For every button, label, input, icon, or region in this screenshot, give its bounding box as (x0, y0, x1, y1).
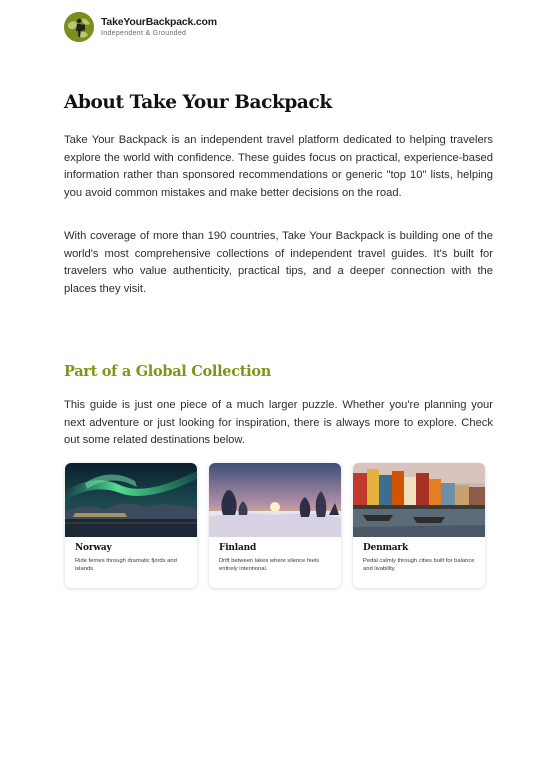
brand-tagline: Independent & Grounded (101, 29, 187, 37)
destination-cards (65, 463, 485, 588)
destination-card-finland[interactable] (209, 463, 341, 588)
card-description: Drift between lakes where silence feels entirely intentional. (219, 558, 320, 572)
colorful-harbor-houses-photo (353, 463, 485, 537)
destination-card-norway[interactable] (65, 463, 197, 588)
site-header (64, 12, 217, 42)
brand (101, 17, 217, 37)
about-paragraph-1: Take Your Backpack is an independent travel platform dedicated to helping travelers explore the world with confidence. These guides focus on practical, experience-based information rather than sponsored recommendations or generic "top 10" lists, helping you avoid common mistakes and make better decisions on the road. (64, 134, 493, 199)
snowy-forest-sunset-photo (209, 463, 341, 537)
card-description: Ride ferries through dramatic fjords and islands. (75, 558, 177, 572)
section-heading: Part of a Global Collection (64, 363, 271, 380)
card-title: Denmark (363, 543, 409, 553)
brand-name[interactable]: TakeYourBackpack.com (101, 16, 217, 29)
card-title: Norway (75, 543, 112, 553)
about-paragraph-2: With coverage of more than 190 countries, Take Your Backpack is building one of the world's most comprehensive collections of independent travel guides. It's built for travelers who value authenticity, practical tips, and a deeper connection with the places they visit. (64, 230, 493, 295)
northern-lights-photo (65, 463, 197, 537)
card-description: Pedal calmly through cities built for balance and livability. (363, 558, 475, 572)
destination-card-denmark[interactable] (353, 463, 485, 588)
page-title: About Take Your Backpack (64, 92, 332, 113)
globe-backpacker-icon[interactable] (64, 12, 94, 42)
card-title: Finland (219, 543, 257, 553)
collection-intro: This guide is just one piece of a much larger puzzle. Whether you're planning your next adventure or just looking for inspiration, there is always more to explore. Check out some related destinations below. (64, 399, 493, 447)
